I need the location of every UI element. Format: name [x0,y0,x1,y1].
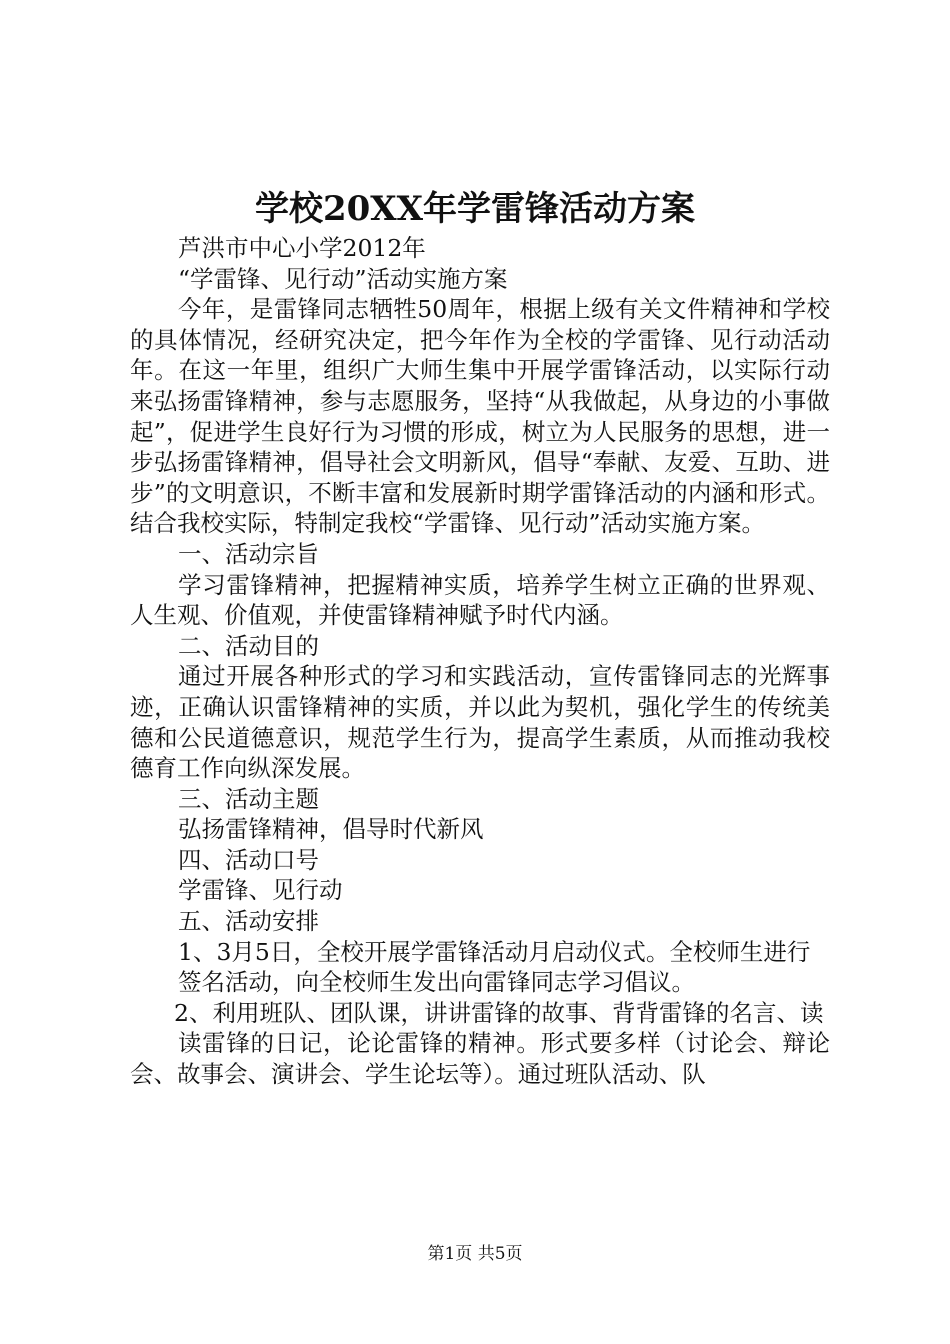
paragraph-arrangement-2-cont: 读雷锋的日记，论论雷锋的精神。形式要多样（讨论会、辩论会、故事会、演讲会、学生论坛等）。通过班队活动、队 [130,1029,830,1089]
document-title: 学校20XX年学雷锋活动方案 [254,189,696,229]
paragraph-arrangement-2: 2、利用班队、团队课，讲讲雷锋的故事、背背雷锋的名言、读 [174,998,824,1027]
section-heading-5: 五、活动安排 [178,907,319,936]
section-heading-1: 一、活动宗旨 [178,539,319,568]
section-heading-2: 二、活动目的 [178,631,319,660]
page-number-footer: 第1页 共5页 [427,1244,523,1264]
paragraph-purpose: 学习雷锋精神，把握精神实质，培养学生树立正确的世界观、人生观、价值观，并使雷锋精神赋予时代内涵。 [130,570,830,630]
paragraph-plan-name: “学雷锋、见行动”活动实施方案 [178,264,508,293]
paragraph-arrangement-1: 1、3月5日，全校开展学雷锋活动月启动仪式。全校师生进行 [178,937,811,966]
paragraph-theme: 弘扬雷锋精神，倡导时代新风 [178,815,484,844]
paragraph-arrangement-1-cont: 签名活动，向全校师生发出向雷锋同志学习倡议。 [178,968,695,997]
document-body [130,233,830,1090]
section-heading-4: 四、活动口号 [178,845,319,874]
paragraph-slogan: 学雷锋、见行动 [178,876,343,905]
paragraph-intro: 今年，是雷锋同志牺牲50周年，根据上级有关文件精神和学校的具体情况，经研究决定，把今年作为全校的学雷锋、见行动活动年。在这一年里，组织广大师生集中开展学雷锋活动，以实际行动来弘扬雷锋精神，参与志愿服务，坚持“从我做起，从身边的小事做起”，促进学生良好行为习惯的形成，树立为人民服务的思想，进一步弘扬雷锋精神，倡导社会文明新风，倡导“奉献、友爱、互助、进步”的文明意识，不断丰富和发展新时期学雷锋活动的内涵和形式。结合我校实际，特制定我校“学雷锋、见行动”活动实施方案。 [130,295,830,538]
section-heading-3: 三、活动主题 [178,784,319,813]
paragraph-goal: 通过开展各种形式的学习和实践活动，宣传雷锋同志的光辉事迹，正确认识雷锋精神的实质，并以此为契机，强化学生的传统美德和公民道德意识，规范学生行为，提高学生素质，从而推动我校德育工作向纵深发展。 [130,662,830,783]
paragraph-school-line: 芦洪市中心小学2012年 [178,234,426,262]
